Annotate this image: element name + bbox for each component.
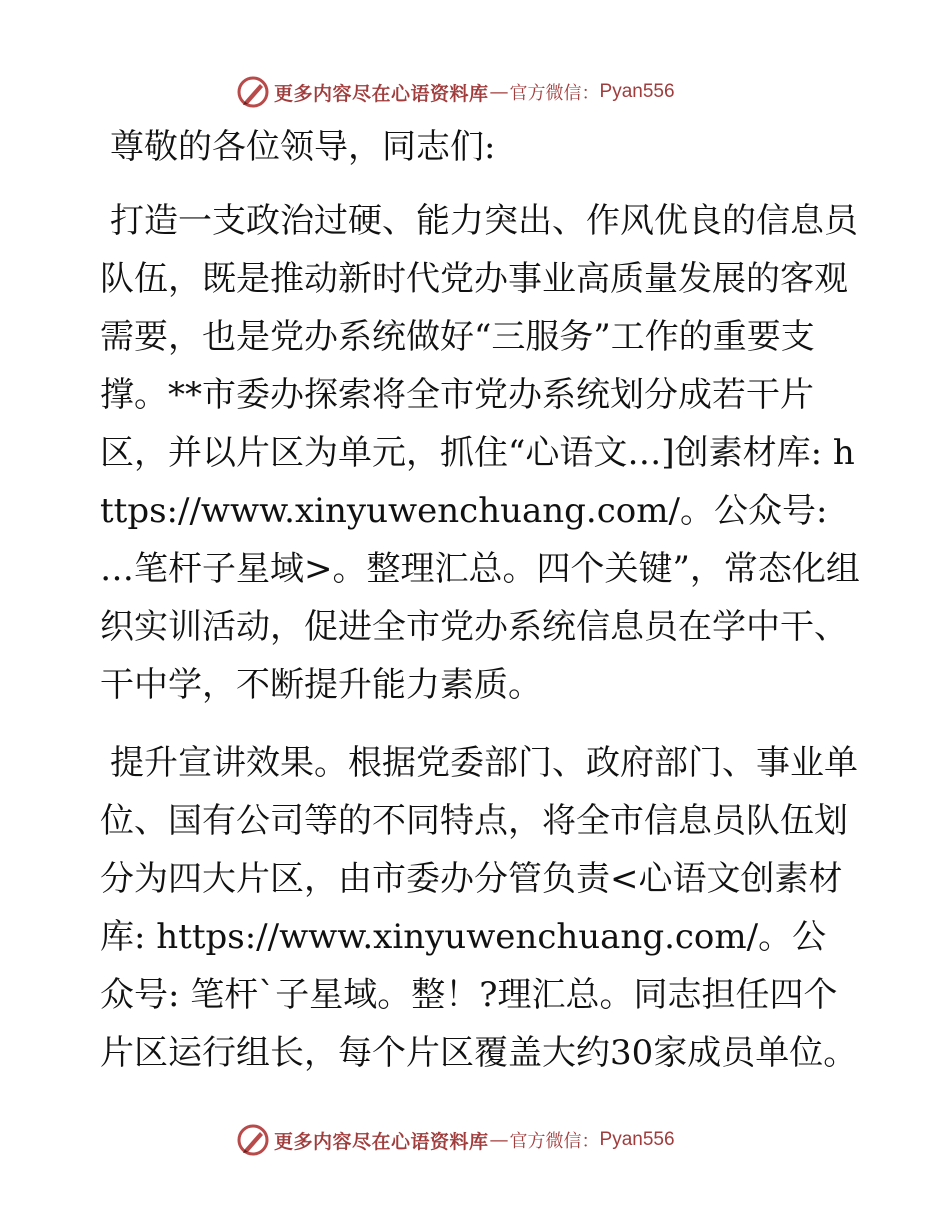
banner-slogan: 更多内容尽在心语资料库 <box>274 1130 489 1153</box>
document-body <box>100 118 860 1102</box>
paragraph-2: 提升宣讲效果。根据党委部门、政府部门、事业单位、国有公司等的不同特点，将全市信息员队伍划分为四大片区，由市委办分管负责<心语文创素材库: https://www.xinyuwenchuang.com/。公众号: 笔杆`子星域。整！?理汇总。同志担任四个片区运行组长，每个片区覆盖大约30家成员单位。 <box>100 743 858 1073</box>
banner-dash: — <box>489 81 509 103</box>
footer-banner <box>236 1120 675 1160</box>
salutation: 尊敬的各位领导，同志们: <box>110 127 496 167</box>
banner-official-label: 官方微信： <box>509 83 600 104</box>
pen-logo-icon <box>236 1123 270 1157</box>
banner-wechat-id: Pyan556 <box>599 1129 675 1150</box>
paragraph-1: 打造一支政治过硬、能力突出、作风优良的信息员队伍，既是推动新时代党办事业高质量发展的客观需要，也是党办系统做好“三服务”工作的重要支撑。**市委办探索将全市党办系统划分成若干片区，并以片区为单元，抓住“心语文…]创素材库: https://www.xinyuwenchuang.com/。公众号: …笔杆子星域>。整理汇总。四个关键”，常态化组织实训活动，促进全市党办系统信息员在学中干、干中学，不断提升能力素质。 <box>100 201 860 705</box>
pen-logo-icon <box>236 75 270 109</box>
banner-slogan: 更多内容尽在心语资料库 <box>274 82 489 105</box>
banner-wechat-id: Pyan556 <box>599 81 675 102</box>
header-banner <box>236 72 675 112</box>
banner-official-label: 官方微信： <box>509 1131 600 1152</box>
banner-dash: — <box>489 1129 509 1151</box>
